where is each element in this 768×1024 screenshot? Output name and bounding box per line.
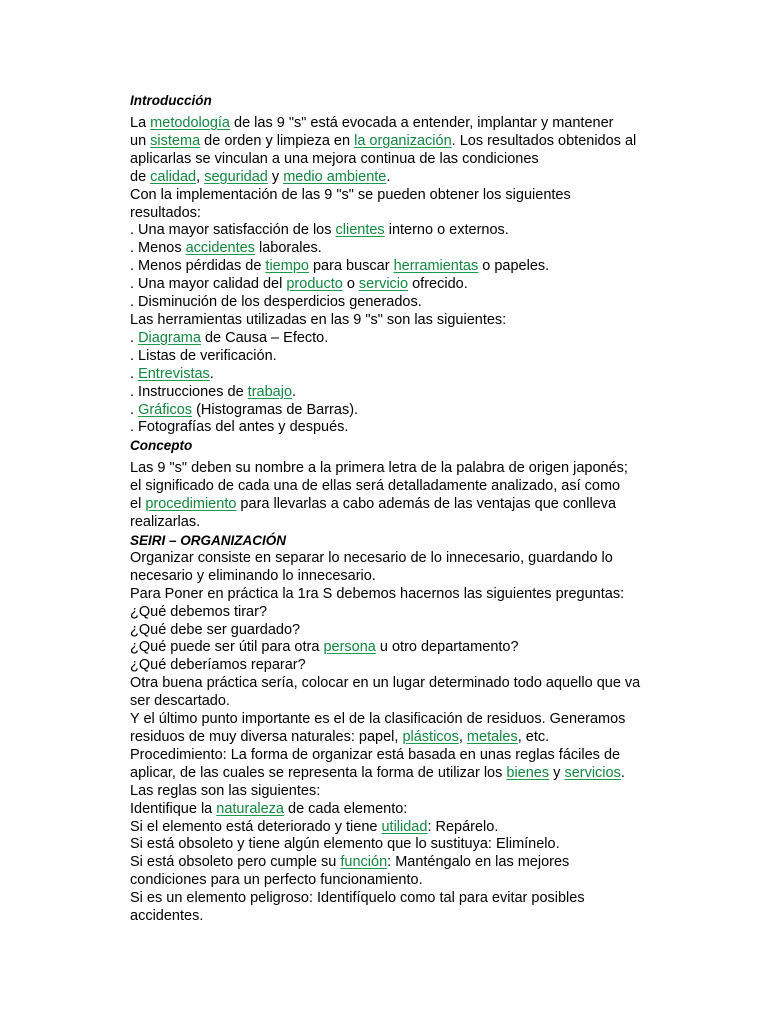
text-line [130,711,668,729]
hyperlink[interactable]: Gráficos [138,401,193,418]
text-run: realizarlas. [130,514,201,531]
text-line [130,604,668,622]
text-line [130,366,668,384]
text-line [130,783,668,801]
hyperlink[interactable]: Entrevistas [138,365,210,382]
text-run: . [209,365,214,382]
text-line [130,854,668,872]
text-run: u otro departamento? [375,639,519,656]
hyperlink[interactable]: utilidad [381,818,428,835]
text-line [130,205,668,223]
text-run: Con la implementación de las 9 "s" se pueden obtener los siguientes [130,186,571,203]
text-line [130,729,668,747]
text-run: Si está obsoleto y tiene algún elemento que lo sustituya: Elimínelo. [130,836,560,853]
text-run: interno o externos. [384,222,509,239]
text-run: Procedimiento: La forma de organizar está basada en unas reglas fáciles de [130,746,621,763]
text-line [130,872,668,890]
text-run: . [130,329,139,346]
hyperlink[interactable]: la organización [354,132,452,149]
heading-text: SEIRI – ORGANIZACIÓN [130,532,287,548]
text-line [130,419,668,437]
text-run: . [386,168,391,185]
text-line [130,496,668,514]
text-run: La [130,115,151,131]
hyperlink[interactable]: procedimiento [145,496,237,513]
text-run: . Menos [130,240,186,257]
text-line [130,586,668,604]
hyperlink[interactable]: sistema [150,132,201,149]
hyperlink[interactable]: servicio [358,276,409,293]
text-run: accidentes. [130,908,204,925]
hyperlink[interactable]: trabajo [247,383,293,400]
text-line [130,693,668,711]
text-run: un [130,132,151,149]
hyperlink[interactable]: clientes [335,222,385,239]
text-run: . [620,764,625,781]
text-run: . Fotografías del antes y después. [130,419,349,436]
text-line [130,133,668,151]
text-line [130,622,668,640]
text-line [130,151,668,169]
text-run: condiciones para un perfecto funcionamiento. [130,872,423,889]
text-line [130,240,668,258]
text-run: el significado de cada una de ellas será detalladamente analizado, así como [130,478,621,495]
text-run: Las 9 "s" deben su nombre a la primera letra de la palabra de origen japonés; [130,460,628,477]
text-line [130,276,668,294]
text-run: y [549,764,565,781]
text-line [130,550,668,568]
text-run: . [130,401,139,418]
text-line [130,890,668,908]
text-run: . Menos pérdidas de [130,258,266,275]
text-line [130,460,668,478]
text-run: el [130,496,146,513]
text-line [130,514,668,532]
text-run: . Listas de verificación. [130,347,277,364]
text-run: aplicar, de las cuales se representa la forma de utilizar los [130,764,507,781]
text-run: para buscar [308,258,394,275]
hyperlink[interactable]: medio ambiente [283,168,387,185]
text-run: Las reglas son las siguientes: [130,782,321,799]
hyperlink[interactable]: herramientas [393,258,479,275]
text-line [130,908,668,926]
text-line [130,330,668,348]
text-run: de orden y limpieza en [200,132,355,149]
text-run: de las 9 "s" está evocada a entender, implantar y mantener [229,115,614,131]
text-run: . Una mayor satisfacción de los [130,222,336,239]
text-run: , [196,168,205,185]
text-run: ¿Qué debe ser guardado? [130,621,301,638]
text-line [130,478,668,496]
text-run: ¿Qué deberíamos reparar? [130,657,306,674]
text-run: o papeles. [478,258,550,275]
hyperlink[interactable]: calidad [150,168,197,185]
text-line [130,187,668,205]
text-run: de Causa – Efecto. [200,329,329,346]
text-line [130,294,668,312]
text-run: Las herramientas utilizadas en las 9 "s" son las siguientes: [130,311,507,328]
heading-text: Introducción [130,93,212,108]
hyperlink[interactable]: accidentes [185,240,255,257]
text-run: resultados: [130,204,201,221]
text-run: . [130,365,139,382]
section-heading [130,92,668,110]
text-run: . [292,383,297,400]
text-run: (Histogramas de Barras). [192,401,359,418]
text-run: . Instrucciones de [130,383,248,400]
text-run: aplicarlas se vinculan a una mejora continua de las condiciones [130,150,539,167]
section-heading [130,532,668,550]
text-run: ¿Qué puede ser útil para otra [130,639,324,656]
hyperlink[interactable]: plásticos [402,729,459,745]
hyperlink[interactable]: naturaleza [216,800,284,817]
text-line [130,258,668,276]
text-run: : Repárelo. [427,818,499,835]
text-line [130,657,668,675]
text-run: Si el elemento está deteriorado y tiene [130,818,382,835]
hyperlink[interactable]: función [340,854,388,871]
text-run: ofrecido. [408,276,468,293]
text-run: Identifique la [130,800,217,817]
text-run: necesario y eliminando lo innecesario. [130,567,376,584]
section-heading [130,437,668,455]
text-run: . Disminución de los desperdicios generados. [130,294,422,311]
hyperlink[interactable]: metodología [150,115,230,131]
text-line [130,747,668,765]
text-run: ser descartado. [130,693,230,710]
hyperlink[interactable]: seguridad [204,168,268,185]
text-run: Organizar consiste en separar lo necesario de lo innecesario, guardando lo [130,549,613,566]
text-line [130,222,668,240]
text-run: para llevarlas a cabo además de las ventajas que conlleva [236,496,617,513]
text-line [130,402,668,420]
hyperlink[interactable]: tiempo [265,258,309,275]
text-run: Otra buena práctica sería, colocar en un lugar determinado todo aquello que va [130,675,641,692]
hyperlink[interactable]: persona [323,639,376,656]
heading-text: Concepto [130,438,193,454]
text-line [130,836,668,854]
text-line [130,568,668,586]
text-line [130,115,668,133]
hyperlink[interactable]: bienes [506,764,550,781]
text-line [130,819,668,837]
text-run: . Los resultados obtenidos al [451,132,637,149]
hyperlink[interactable]: servicios [564,764,621,781]
text-line [130,675,668,693]
text-run: de [130,168,151,185]
text-run: Y el último punto importante es el de la clasificación de residuos. Generamos [130,711,626,728]
text-line [130,765,668,783]
text-run: Si es un elemento peligroso: Identifíquelo como tal para evitar posibles [130,890,585,907]
text-run: , etc. [517,729,550,745]
hyperlink[interactable]: producto [286,276,343,293]
text-run: laborales. [254,240,322,257]
text-run: o [342,276,359,293]
text-run: Si está obsoleto pero cumple su [130,854,341,871]
hyperlink[interactable]: Diagrama [138,329,201,346]
text-line [130,169,668,187]
hyperlink[interactable]: metales [466,729,518,745]
text-run: de cada elemento: [283,800,408,817]
text-line [130,348,668,366]
text-line [130,639,668,657]
text-run: : Manténgalo en las mejores [387,854,570,871]
text-run: ¿Qué debemos tirar? [130,603,268,620]
text-line [130,312,668,330]
text-run: , [458,729,467,745]
text-run: residuos de muy diversa naturales: papel, [130,729,403,745]
text-line [130,801,668,819]
text-run: y [267,168,284,185]
text-run: Para Poner en práctica la 1ra S debemos hacernos las siguientes preguntas: [130,585,625,602]
text-run: . Una mayor calidad del [130,276,287,293]
text-line [130,384,668,402]
